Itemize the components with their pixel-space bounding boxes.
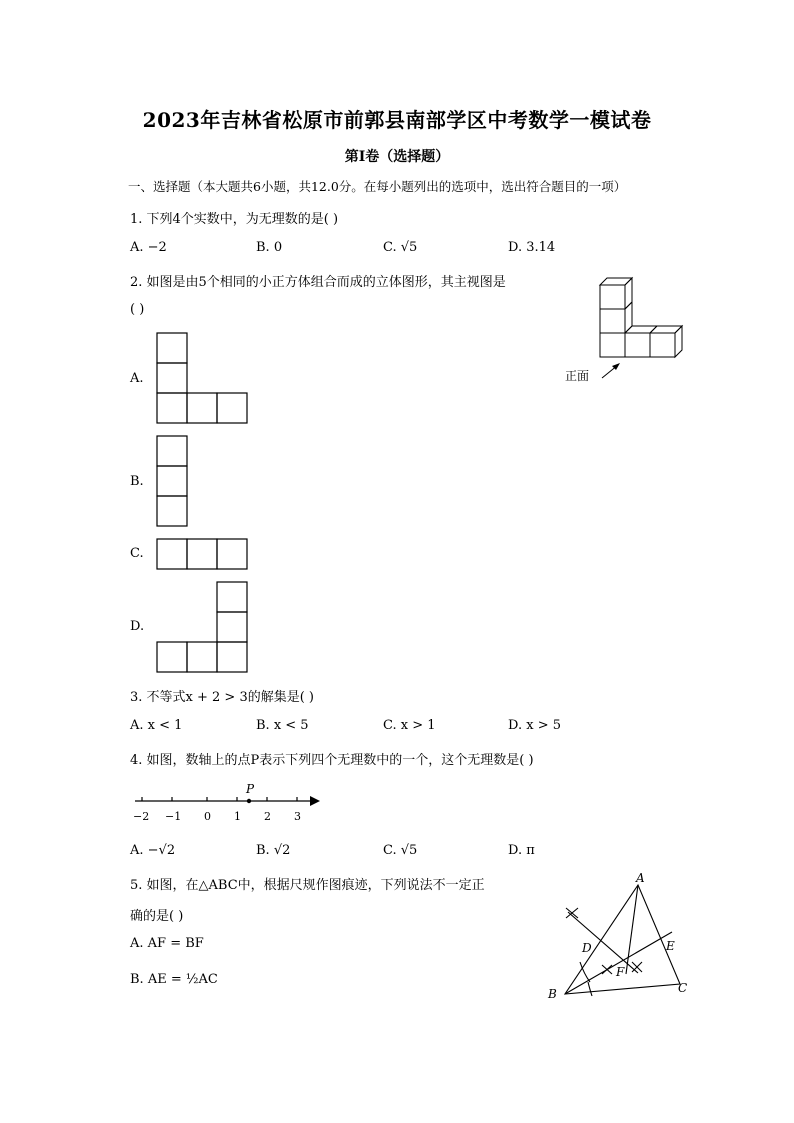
q4-option-b: B. √2	[256, 843, 291, 858]
q2-option-c: C.	[130, 546, 144, 561]
q3-option-c: C. x > 1	[383, 718, 436, 733]
q4-option-c: C. √5	[383, 843, 418, 858]
q1-option-c: C. √5	[383, 240, 418, 255]
q3-option-d: D. x > 5	[508, 718, 561, 733]
q4-stem: 4. 如图，数轴上的点P表示下列四个无理数中的一个，这个无理数是( )	[130, 753, 534, 768]
q1-option-a: A. −2	[130, 240, 167, 255]
q4-option-a: A. −√2	[130, 843, 176, 858]
q5-stem-line1: 5. 如图，在△ABC中，根据尺规作图痕迹，下列说法不一定正	[130, 878, 485, 893]
tick-label: −1	[165, 810, 182, 823]
tick-label: −2	[133, 810, 150, 823]
tick-label: 2	[264, 810, 271, 823]
q5-stem-line2: 确的是( )	[130, 909, 184, 924]
volume-heading: 第I卷（选择题）	[344, 149, 450, 165]
q2-paren: ( )	[130, 302, 145, 317]
q4-number-line	[130, 780, 330, 825]
q5-option-b: B. AE = ½AC	[130, 972, 218, 987]
vertex-a-label: A	[636, 871, 645, 885]
q1-option-b: B. 0	[256, 240, 283, 255]
tick-label: 1	[234, 810, 241, 823]
tick-label: 3	[294, 810, 301, 823]
point-p	[247, 799, 251, 803]
q3-option-a: A. x < 1	[130, 718, 183, 733]
q2-option-b-figure	[155, 434, 190, 528]
vertex-b-label: B	[548, 987, 557, 1001]
point-d-label: D	[582, 941, 592, 955]
front-label: 正面	[565, 369, 590, 383]
q5-triangle-figure	[540, 870, 700, 1005]
q3-stem: 3. 不等式x + 2 > 3的解集是( )	[130, 690, 314, 705]
q4-option-d: D. π	[508, 843, 535, 858]
q1-stem: 1. 下列4个实数中，为无理数的是( )	[130, 212, 339, 227]
q5-option-a: A. AF = BF	[130, 936, 204, 951]
q2-solid-figure	[560, 270, 700, 390]
tick-label: 0	[204, 810, 211, 823]
q2-stem: 2. 如图是由5个相同的小正方体组合而成的立体图形，其主视图是	[130, 275, 506, 290]
section-heading: 一、选择题（本大题共6小题，共12.0分。在每小题列出的选项中，选出符合题目的一项）	[128, 179, 627, 194]
page-title: 2023年吉林省松原市前郭县南部学区中考数学一模试卷	[142, 108, 652, 132]
point-f-label: F	[616, 965, 625, 979]
point-p-label: P	[246, 782, 255, 796]
q3-option-b: B. x < 5	[256, 718, 309, 733]
q2-option-a-figure	[155, 331, 250, 425]
q2-option-c-figure	[155, 537, 250, 571]
q2-option-b: B.	[130, 474, 144, 489]
point-e-label: E	[666, 939, 675, 953]
q2-option-a: A.	[130, 371, 144, 386]
q1-option-d: D. 3.14	[508, 240, 556, 255]
vertex-c-label: C	[678, 981, 688, 995]
q2-option-d-figure	[155, 580, 250, 674]
q2-option-d: D.	[130, 619, 145, 634]
